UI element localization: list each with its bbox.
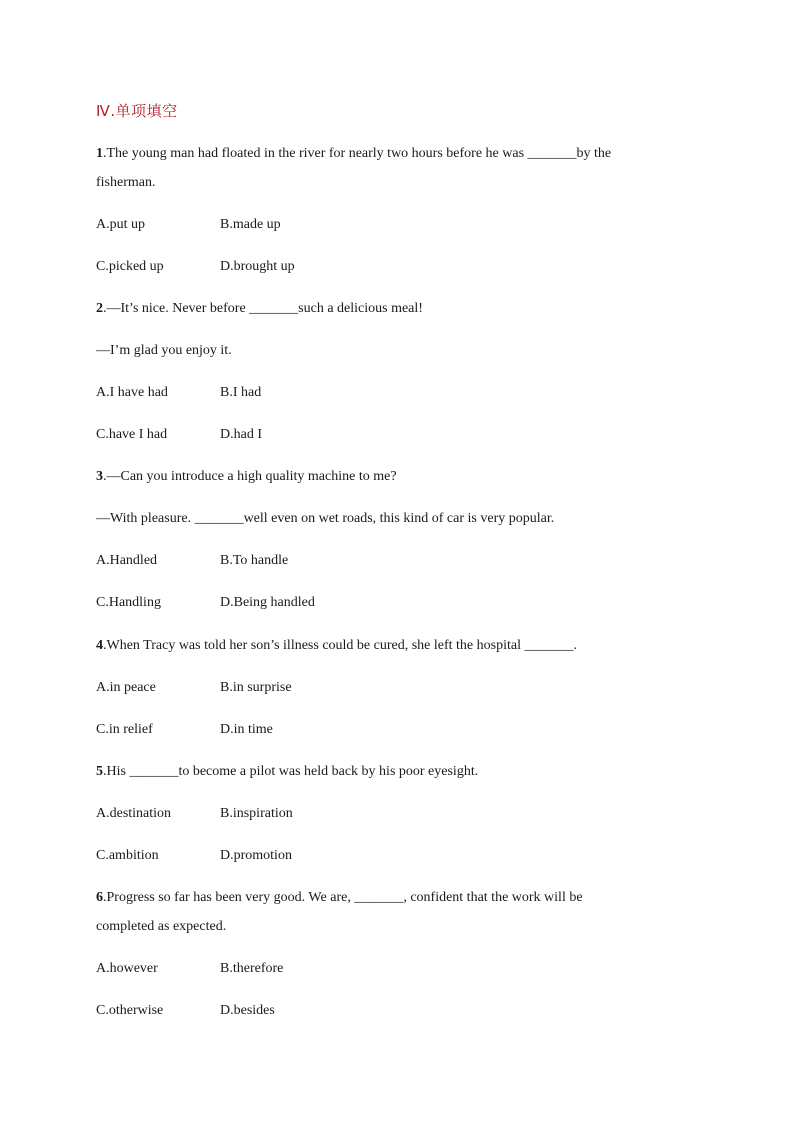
question-1-option-c: C.picked up: [96, 259, 164, 274]
question-1-stem-line2: fisherman.: [96, 175, 156, 190]
question-4-option-d: D.in time: [220, 722, 273, 737]
question-3-option-b: B.To handle: [220, 553, 289, 568]
question-4-option-c: C.in relief: [96, 722, 153, 737]
question-text: .—Can you introduce a high quality machine to me?: [103, 469, 397, 484]
question-2-stem-line2: —I’m glad you enjoy it.: [96, 343, 232, 358]
question-2-stem-line1: [96, 300, 423, 318]
question-5-option-c: C.ambition: [96, 848, 159, 863]
question-number: 2: [96, 301, 103, 316]
question-text: .Progress so far has been very good. We are, _______, confident that the work will be: [103, 890, 583, 905]
question-3-stem-line1: [96, 468, 397, 486]
question-5-option-a: A.destination: [96, 806, 172, 821]
question-3-option-d: D.Being handled: [220, 595, 315, 610]
question-1-option-a: A.put up: [96, 217, 145, 232]
question-4-option-a: A.in peace: [96, 680, 156, 695]
question-number: 5: [96, 764, 103, 779]
question-text: .When Tracy was told her son’s illness could be cured, she left the hospital _______.: [103, 638, 577, 653]
question-1-option-d: D.brought up: [220, 259, 295, 274]
question-2-option-b: B.I had: [220, 385, 262, 400]
question-3-stem-line2: —With pleasure. _______well even on wet roads, this kind of car is very popular.: [96, 511, 555, 526]
question-2-option-a: A.I have had: [96, 385, 168, 400]
question-6-stem-line1: [96, 889, 583, 907]
question-3-option-a: A.Handled: [96, 553, 158, 568]
question-1-option-b: B.made up: [220, 217, 281, 232]
question-number: 4: [96, 638, 103, 653]
question-6-option-b: B.therefore: [220, 961, 284, 976]
question-number: 1: [96, 146, 103, 161]
question-2-option-d: D.had I: [220, 427, 262, 442]
question-3-option-c: C.Handling: [96, 595, 161, 610]
question-number: 6: [96, 890, 103, 905]
question-5-option-d: D.promotion: [220, 848, 292, 863]
section-title: Ⅳ.单项填空: [96, 102, 178, 120]
question-2-option-c: C.have I had: [96, 427, 168, 442]
question-4-option-b: B.in surprise: [220, 680, 292, 695]
question-6-option-c: C.otherwise: [96, 1003, 164, 1018]
question-6-option-a: A.however: [96, 961, 158, 976]
question-6-option-d: D.besides: [220, 1003, 275, 1018]
question-text: .—It’s nice. Never before _______such a delicious meal!: [103, 301, 423, 316]
question-1-stem-line1: [96, 145, 611, 163]
question-6-stem-line2: completed as expected.: [96, 919, 227, 934]
question-text: .The young man had floated in the river for nearly two hours before he was _______by the: [103, 146, 612, 161]
question-5-stem-line1: [96, 763, 478, 781]
question-number: 3: [96, 469, 103, 484]
question-text: .His _______to become a pilot was held back by his poor eyesight.: [103, 764, 479, 779]
question-5-option-b: B.inspiration: [220, 806, 293, 821]
question-4-stem-line1: [96, 637, 577, 655]
